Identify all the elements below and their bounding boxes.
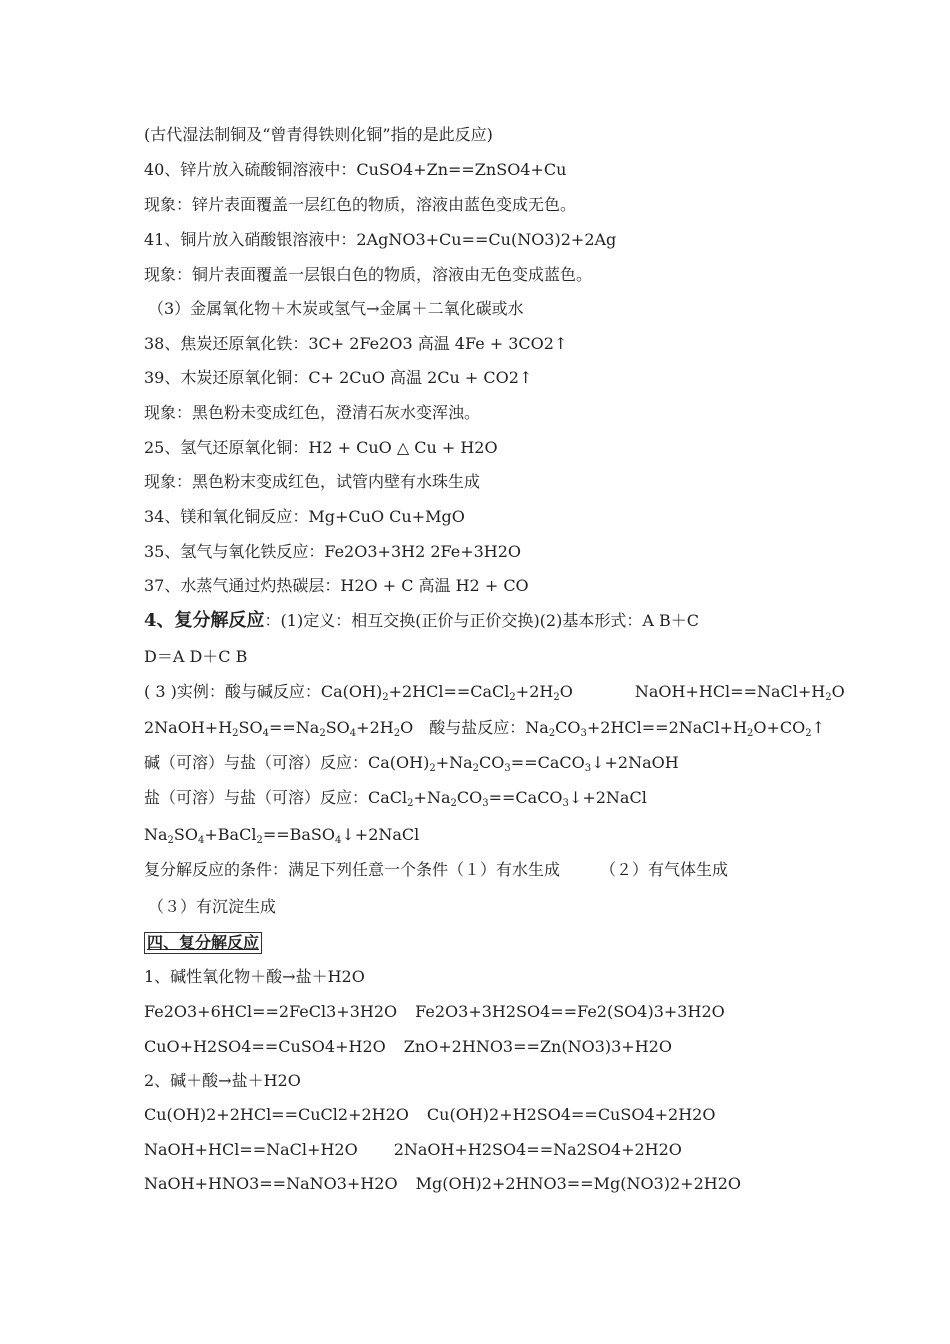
subscript: 4 — [262, 728, 269, 739]
formula-text: O 酸与盐反应：Na — [400, 718, 549, 737]
formula-text: SO — [238, 718, 263, 737]
label-text: ( 3 )实例：酸与碱反应： — [144, 682, 321, 701]
formula-text: Mg(OH)2+2HNO3==Mg(NO3)2+2H2O — [415, 1174, 742, 1193]
text-line: 1、碱性氧化物＋酸→盐＋H2O — [144, 967, 365, 986]
subscript: 2 — [382, 692, 389, 703]
formula-text: NaOH+HCl==NaCl+H — [634, 682, 826, 701]
formula-text: ↓+2NaCl — [568, 788, 647, 807]
formula-text: +2H — [515, 682, 554, 701]
formula-line — [144, 1000, 725, 1024]
formula-text: ↓+2NaCl — [341, 825, 420, 844]
formula-text: SO — [173, 825, 198, 844]
formula-text: SO — [325, 718, 350, 737]
text-line: 38、焦炭还原氧化铁：3C+ 2Fe2O3 高温 4Fe + 3CO2↑ — [144, 334, 568, 353]
formula-line — [144, 680, 845, 704]
subscript: 2 — [553, 692, 560, 703]
formula-text: Fe2O3+3H2SO4==Fe2(SO4)3+3H2O — [415, 1002, 725, 1021]
formula-text: ↓+2NaOH — [591, 753, 679, 772]
formula-line — [144, 823, 419, 847]
text-line: 现象：铜片表面覆盖一层银白色的物质，溶液由无色变成蓝色。 — [144, 265, 593, 284]
formula-text: 2NaOH+H — [144, 718, 233, 737]
text-line: D＝A D＋C B — [144, 647, 248, 666]
text-line: 现象：黑色粉末变成红色，试管内壁有水珠生成 — [144, 472, 481, 491]
subscript: 2 — [429, 763, 436, 774]
formula-text: +2H — [356, 718, 394, 737]
subscript: 4 — [335, 835, 342, 846]
formula-text: NaOH+HNO3==NaNO3+H2O — [144, 1174, 398, 1193]
section-heading-line — [144, 609, 699, 633]
formula-text: Cu(OH)2+2HCl==CuCl2+2H2O — [144, 1105, 409, 1124]
text-line: （３）有沉淀生成 — [148, 897, 277, 916]
formula-line — [144, 1138, 682, 1162]
text-line: 34、镁和氧化铜反应：Mg+CuO Cu+MgO — [144, 507, 465, 526]
formula-text: ==BaSO — [262, 825, 335, 844]
formula-text: NaOH+HCl==NaCl+H2O — [144, 1140, 358, 1159]
subscript: 2 — [747, 728, 754, 739]
formula-text: ==Na — [268, 718, 320, 737]
subscript: 4 — [349, 728, 357, 739]
text-line: (古代湿法制铜及“曾青得铁则化铜”指的是此反应) — [144, 125, 493, 144]
formula-line — [144, 1103, 715, 1127]
condition-text: 复分解反应的条件：满足下列任意一个条件（１）有水生成 — [144, 860, 561, 879]
subscript: 2 — [805, 728, 812, 739]
formula-text: +2HCl==2NaCl+H — [586, 718, 748, 737]
subscript: 3 — [580, 728, 587, 739]
subscript: 2 — [393, 728, 401, 739]
text-line — [144, 858, 728, 882]
formula-text: CO — [555, 718, 581, 737]
text-line: 25、氢气还原氧化铜：H2 + CuO △ Cu + H2O — [144, 438, 498, 457]
formula-text: +Na — [413, 788, 451, 807]
formula-text: ==CaCO — [510, 753, 585, 772]
formula-text: 碱（可溶）与盐（可溶）反应：Ca(OH) — [144, 753, 430, 772]
formula-text: 盐（可溶）与盐（可溶）反应：CaCl — [144, 788, 408, 807]
formula-text: O — [559, 682, 573, 701]
subscript: 3 — [504, 763, 511, 774]
section-subheading: （3）金属氧化物＋木炭或氢气→金属＋二氧化碳或水 — [148, 299, 524, 318]
subscript: 2 — [825, 692, 832, 703]
formula-text: +Na — [435, 753, 473, 772]
formula-text: Na — [144, 825, 168, 844]
formula-text: +BaCl — [204, 825, 257, 844]
formula-line — [144, 1172, 741, 1196]
text-line: 41、铜片放入硝酸银溶液中：2AgNO3+Cu==Cu(NO3)2+2Ag — [144, 230, 617, 249]
text-line: 37、水蒸气通过灼热碳层：H2O + C 高温 H2 + CO — [144, 576, 529, 595]
subscript: 2 — [319, 728, 326, 739]
subscript: 3 — [562, 798, 569, 809]
subscript: 2 — [509, 692, 516, 703]
subscript: 2 — [232, 728, 239, 739]
formula-text: CO — [456, 788, 483, 807]
subscript: 3 — [584, 763, 592, 774]
formula-line — [144, 1035, 672, 1059]
formula-text: Ca(OH) — [320, 682, 383, 701]
formula-text: ↑ — [811, 718, 826, 737]
formula-text: ==CaCO — [488, 788, 563, 807]
text-line: 2、碱＋酸→盐＋H2O — [144, 1071, 301, 1090]
formula-text: ZnO+2HNO3==Zn(NO3)3+H2O — [403, 1037, 672, 1056]
formula-text: O — [831, 682, 845, 701]
formula-line — [144, 751, 679, 775]
subscript: 2 — [256, 835, 263, 846]
subscript: 4 — [198, 835, 205, 846]
text-line: 39、木炭还原氧化铜：C+ 2CuO 高温 2Cu + CO2↑ — [144, 368, 533, 387]
formula-text: O+CO — [753, 718, 806, 737]
text-line: 40、锌片放入硫酸铜溶液中：CuSO4+Zn==ZnSO4+Cu — [144, 160, 567, 179]
section-heading: 四、复分解反应 — [144, 932, 262, 954]
formula-line — [144, 786, 647, 810]
subscript: 2 — [548, 728, 556, 739]
subscript: 2 — [472, 763, 480, 774]
text-line: 现象：黑色粉未变成红色，澄清石灰水变浑浊。 — [144, 403, 481, 422]
formula-line — [144, 716, 825, 740]
subscript: 2 — [167, 835, 174, 846]
formula-text: CO — [479, 753, 505, 772]
formula-text: 2NaOH+H2SO4==Na2SO4+2H2O — [393, 1140, 682, 1159]
formula-text: +2HCl==CaCl — [388, 682, 510, 701]
text-line: 35、氢气与氧化铁反应：Fe2O3+3H2 2Fe+3H2O — [144, 542, 522, 561]
formula-text: CuO+H2SO4==CuSO4+H2O — [144, 1037, 386, 1056]
formula-text: Fe2O3+6HCl==2FeCl3+3H2O — [144, 1002, 398, 1021]
condition-text: （２）有气体生成 — [600, 860, 729, 879]
subscript: 3 — [482, 798, 489, 809]
text-line: 现象：锌片表面覆盖一层红色的物质，溶液由蓝色变成无色。 — [144, 195, 577, 214]
subscript: 2 — [450, 798, 457, 809]
formula-text: Cu(OH)2+H2SO4==CuSO4+2H2O — [426, 1105, 716, 1124]
subscript: 2 — [407, 798, 414, 809]
section-heading: 4、复分解反应 — [144, 610, 265, 631]
definition-text: ：(1)定义：相互交换(正价与正价交换)(2)基本形式：A B＋C — [264, 611, 699, 630]
